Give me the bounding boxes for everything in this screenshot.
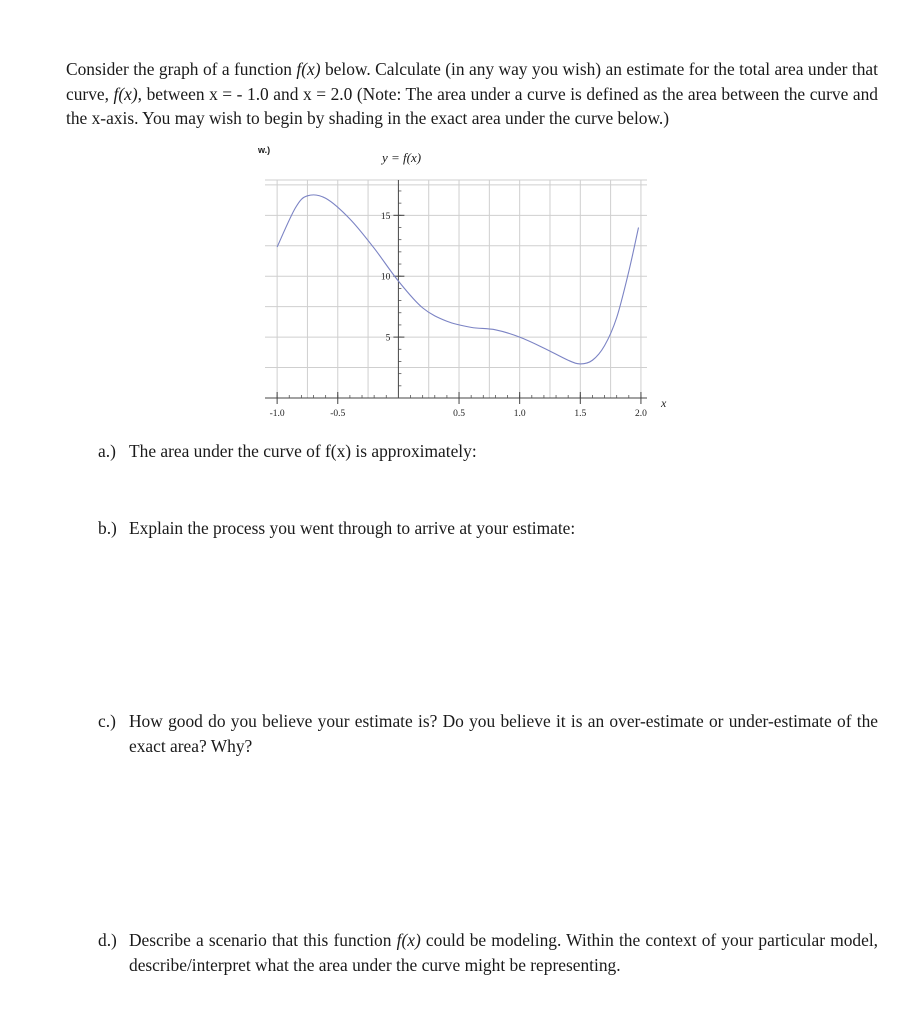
x-axis-label: x: [661, 396, 667, 410]
graph-marker: w.): [258, 145, 271, 155]
question-a-text: The area under the curve of f(x) is approximately:: [129, 441, 477, 461]
question-d-text-2: could be modeling. Within the context of your particular model, describe/interpret what the area under the curve might be representing.: [129, 930, 879, 975]
axes: [265, 180, 647, 398]
question-d-text-1: Describe a scenario that this function: [129, 930, 397, 950]
ticks: [270, 191, 648, 419]
y-tick-label: 15: [380, 211, 391, 222]
x-tick-label: -1.0: [269, 409, 285, 419]
question-b-label: b.): [98, 518, 117, 538]
y-tick-label: 10: [380, 272, 391, 283]
x-tick-label: -0.5: [330, 409, 346, 419]
question-b-text: Explain the process you went through to arrive at your estimate:: [129, 518, 576, 538]
intro-fx-2: f(x): [113, 83, 138, 104]
grid: [265, 180, 647, 398]
intro-text-1: Consider the graph of a function: [66, 59, 297, 79]
question-c-text: How good do you believe your estimate is? Do you believe it is an over-estimate or under-estimate of the exact area? Why?: [129, 711, 878, 756]
curve-layer: [277, 195, 638, 364]
question-d-label: d.): [98, 930, 117, 950]
intro-fx-1: f(x): [296, 59, 321, 79]
function-graph: [0, 0, 924, 440]
function-curve: [277, 195, 638, 364]
question-a-label: a.): [98, 441, 116, 461]
intro-text-3: , between x = - 1.0 and x = 2.0 (Note: The area under a curve is defined as the area between the curve and the x-axis. You may wish to begin by shading in the exact area under the curve below.): [66, 83, 878, 129]
question-d-text: [129, 928, 878, 977]
x-tick-label: 2.0: [634, 409, 647, 419]
question-d-fx: f(x): [396, 930, 421, 950]
y-tick-label: 5: [385, 333, 391, 344]
x-tick-label: 1.0: [513, 409, 526, 419]
x-tick-label: 0.5: [453, 409, 465, 419]
graph-title: y = f(x): [382, 150, 422, 165]
question-c-label: c.): [98, 711, 116, 731]
x-tick-label: 1.5: [574, 409, 587, 419]
intro-text-2: below. Calculate (in any way you wish) an estimate for the total area under that curve,: [66, 59, 878, 104]
